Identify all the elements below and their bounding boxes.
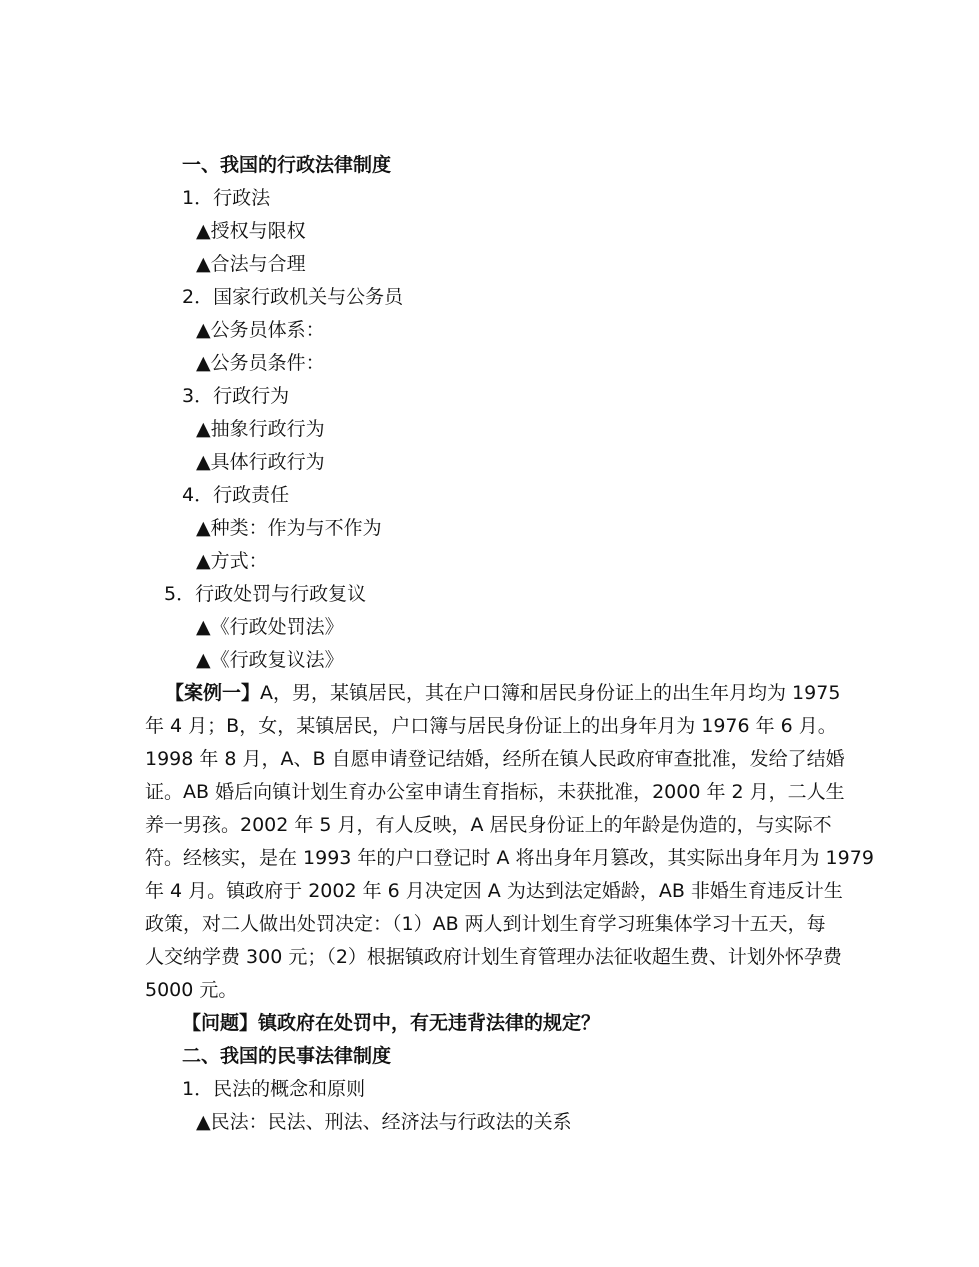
outline-bullet: ▲种类：作为与不作为	[196, 517, 382, 539]
outline-item: 4．行政责任	[182, 484, 290, 506]
case-text-line: 5000 元。	[145, 979, 238, 1001]
outline-item: 1．民法的概念和原则	[182, 1078, 366, 1100]
outline-bullet: ▲民法：民法、刑法、经济法与行政法的关系	[196, 1111, 572, 1133]
case-text-line: A，男，某镇居民，其在户口簿和居民身份证上的出生年月均为 1975	[260, 682, 841, 704]
case-text-line: 养一男孩。2002 年 5 月，有人反映，A 居民身份证上的年龄是伪造的，与实际不	[145, 814, 832, 836]
section-heading-administrative-law: 一、我国的行政法律制度	[182, 154, 392, 176]
outline-item: 2．国家行政机关与公务员	[182, 286, 404, 308]
case-label: 【案例一】	[165, 682, 261, 704]
case-text-line: 证。AB 婚后向镇计划生育办公室申请生育指标，未获批准，2000 年 2 月，二人生	[145, 781, 845, 803]
case-text-line: 1998 年 8 月，A、B 自愿申请登记结婚，经所在镇人民政府审查批准，发给了结婚	[145, 748, 845, 770]
outline-bullet: ▲具体行政行为	[196, 451, 325, 473]
outline-item: 1．行政法	[182, 187, 271, 209]
section-heading-civil-law: 二、我国的民事法律制度	[182, 1045, 392, 1067]
outline-bullet: ▲合法与合理	[196, 253, 306, 275]
outline-item: 5．行政处罚与行政复议	[164, 583, 367, 605]
outline-item: 3．行政行为	[182, 385, 290, 407]
outline-bullet: ▲《行政处罚法》	[196, 616, 344, 638]
case-text-line: 年 4 月。镇政府于 2002 年 6 月决定因 A 为达到法定婚龄，AB 非婚生育违反计生	[145, 880, 843, 902]
case-question: 【问题】镇政府在处罚中，有无违背法律的规定？	[182, 1012, 601, 1034]
case-text-line: 人交纳学费 300 元；（2）根据镇政府计划生育管理办法征收超生费、计划外怀孕费	[145, 946, 842, 968]
case-paragraph	[145, 677, 874, 1007]
outline-bullet: ▲公务员条件：	[196, 352, 325, 374]
outline-bullet: ▲抽象行政行为	[196, 418, 325, 440]
case-text-line: 符。经核实，是在 1993 年的户口登记时 A 将出身年月篡改，其实际出身年月为 1979	[145, 847, 874, 869]
outline-bullet: ▲公务员体系：	[196, 319, 325, 341]
outline-bullet: ▲授权与限权	[196, 220, 306, 242]
case-text-line: 年 4 月；B，女，某镇居民，户口簿与居民身份证上的出身年月为 1976 年 6 月。	[145, 715, 837, 737]
outline-bullet: ▲方式：	[196, 550, 268, 572]
case-text-line: 政策，对二人做出处罚决定：（1）AB 两人到计划生育学习班集体学习十五天，每	[145, 913, 826, 935]
outline-bullet: ▲《行政复议法》	[196, 649, 344, 671]
